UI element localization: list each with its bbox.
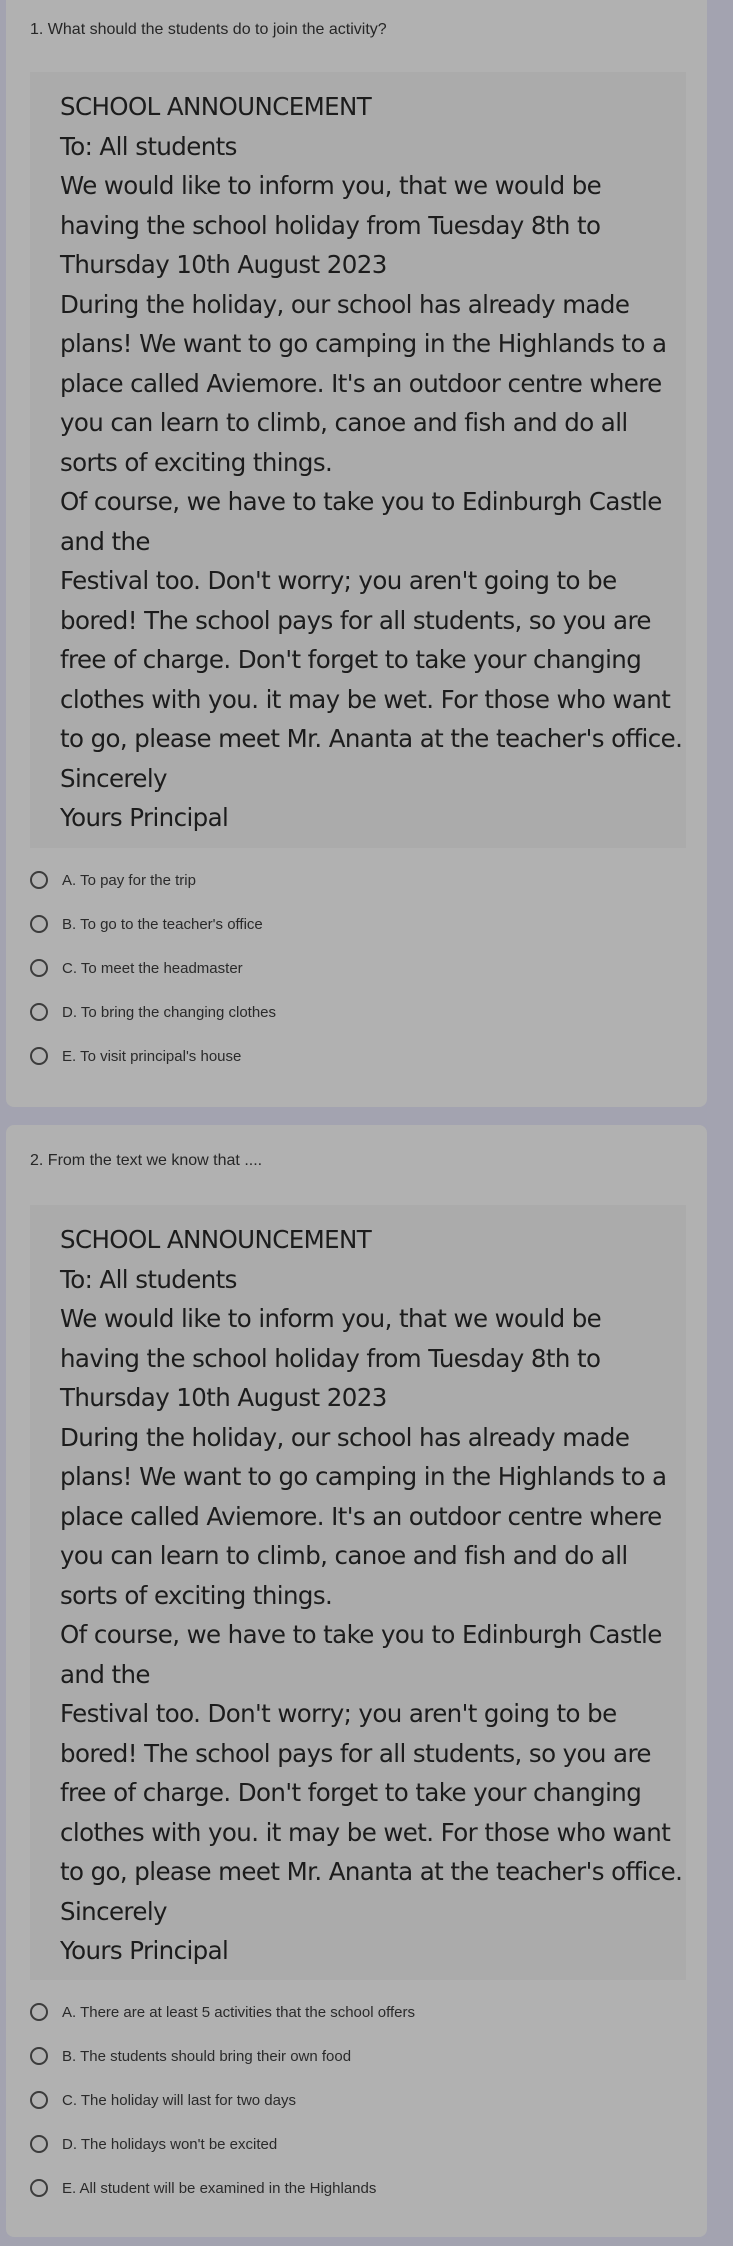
question-card-2 <box>6 1125 707 2237</box>
passage-line: to go, please meet Mr. Ananta at the teacher's office. <box>60 1857 683 1886</box>
passage-line: Of course, we have to take you to Edinburgh Castle <box>60 1620 662 1649</box>
answer-options <box>30 858 276 1078</box>
passage-line: During the holiday, our school has already made <box>60 289 630 319</box>
option-b[interactable] <box>30 902 276 946</box>
passage-line: Yours Principal <box>60 1936 229 1965</box>
option-label[interactable]: B. The students should bring their own food <box>62 2047 352 2065</box>
announcement-passage <box>30 1205 686 1980</box>
passage-line: SCHOOL ANNOUNCEMENT <box>60 92 372 121</box>
passage-line: to go, please meet Mr. Ananta at the teacher's office. <box>60 724 683 753</box>
passage-line: Festival too. Don't worry; you aren't going to be <box>60 566 617 595</box>
radio-button-icon[interactable] <box>30 2179 48 2197</box>
option-label[interactable]: A. To pay for the trip <box>62 871 196 889</box>
passage-line: To: All students <box>60 131 237 161</box>
passage-line: bored! The school pays for all students, so you are <box>60 605 651 635</box>
passage-line: Festival too. Don't worry; you aren't going to be <box>60 1699 617 1728</box>
question-title: 1. What should the students do to join the activity? <box>30 21 387 38</box>
passage-line: and the <box>60 526 150 556</box>
passage-line: sorts of exciting things. <box>60 1580 333 1610</box>
announcement-passage <box>30 72 686 848</box>
passage-line: having the school holiday from Tuesday 8th to <box>60 210 601 240</box>
passage-line: Thursday 10th August 2023 <box>60 1383 387 1412</box>
radio-button-icon[interactable] <box>30 2003 48 2021</box>
passage-line: clothes with you. it may be wet. For those who want <box>60 1817 671 1847</box>
option-d[interactable] <box>30 990 276 1034</box>
answer-options <box>30 1990 415 2210</box>
passage-line: Sincerely <box>60 763 167 793</box>
passage-line: clothes with you. it may be wet. For those who want <box>60 684 671 714</box>
option-a[interactable] <box>30 858 276 902</box>
radio-button-icon[interactable] <box>30 2091 48 2109</box>
passage-line: During the holiday, our school has already made <box>60 1422 630 1452</box>
passage-line: you can learn to climb, canoe and fish and do all <box>60 408 628 437</box>
passage-line: place called Aviemore. It's an outdoor centre where <box>60 368 662 398</box>
option-e[interactable] <box>30 1034 276 1078</box>
passage-line: plans! We want to go camping in the Highlands to a <box>60 1462 667 1491</box>
option-label[interactable]: E. To visit principal's house <box>62 1047 242 1065</box>
passage-line: free of charge. Don't forget to take your changing <box>60 1778 642 1807</box>
option-b[interactable] <box>30 2034 415 2078</box>
radio-button-icon[interactable] <box>30 1003 48 1021</box>
passage-line: Thursday 10th August 2023 <box>60 250 387 279</box>
option-label[interactable]: C. The holiday will last for two days <box>62 2091 296 2109</box>
option-label[interactable]: D. To bring the changing clothes <box>62 1003 277 1021</box>
radio-button-icon[interactable] <box>30 959 48 977</box>
radio-button-icon[interactable] <box>30 2047 48 2065</box>
passage-line: you can learn to climb, canoe and fish and do all <box>60 1541 628 1570</box>
radio-button-icon[interactable] <box>30 1047 48 1065</box>
option-e[interactable] <box>30 2166 415 2210</box>
passage-line: Of course, we have to take you to Edinburgh Castle <box>60 487 662 516</box>
option-d[interactable] <box>30 2122 415 2166</box>
option-label[interactable]: B. To go to the teacher's office <box>62 915 263 933</box>
option-a[interactable] <box>30 1990 415 2034</box>
passage-line: SCHOOL ANNOUNCEMENT <box>60 1225 372 1254</box>
question-title: 2. From the text we know that .... <box>30 1152 263 1169</box>
passage-line: Yours Principal <box>60 803 229 832</box>
radio-button-icon[interactable] <box>30 2135 48 2153</box>
option-label[interactable]: E. All student will be examined in the Highlands <box>62 2179 377 2197</box>
passage-line: place called Aviemore. It's an outdoor centre where <box>60 1501 662 1531</box>
passage-line: having the school holiday from Tuesday 8th to <box>60 1343 601 1373</box>
passage-line: bored! The school pays for all students, so you are <box>60 1738 651 1768</box>
option-c[interactable] <box>30 946 276 990</box>
radio-button-icon[interactable] <box>30 915 48 933</box>
passage-line: and the <box>60 1659 150 1689</box>
passage-line: sorts of exciting things. <box>60 447 333 477</box>
option-label[interactable]: D. The holidays won't be excited <box>62 2135 278 2153</box>
option-label[interactable]: A. There are at least 5 activities that the school offers <box>62 2003 415 2021</box>
option-c[interactable] <box>30 2078 415 2122</box>
passage-line: free of charge. Don't forget to take your changing <box>60 645 642 674</box>
radio-button-icon[interactable] <box>30 871 48 889</box>
passage-line: Sincerely <box>60 1896 167 1926</box>
passage-line: We would like to inform you, that we would be <box>60 171 602 200</box>
passage-line: plans! We want to go camping in the Highlands to a <box>60 329 667 358</box>
passage-line: We would like to inform you, that we would be <box>60 1304 602 1333</box>
passage-line: To: All students <box>60 1264 237 1294</box>
option-label[interactable]: C. To meet the headmaster <box>62 959 243 977</box>
question-card-1 <box>6 0 707 1107</box>
